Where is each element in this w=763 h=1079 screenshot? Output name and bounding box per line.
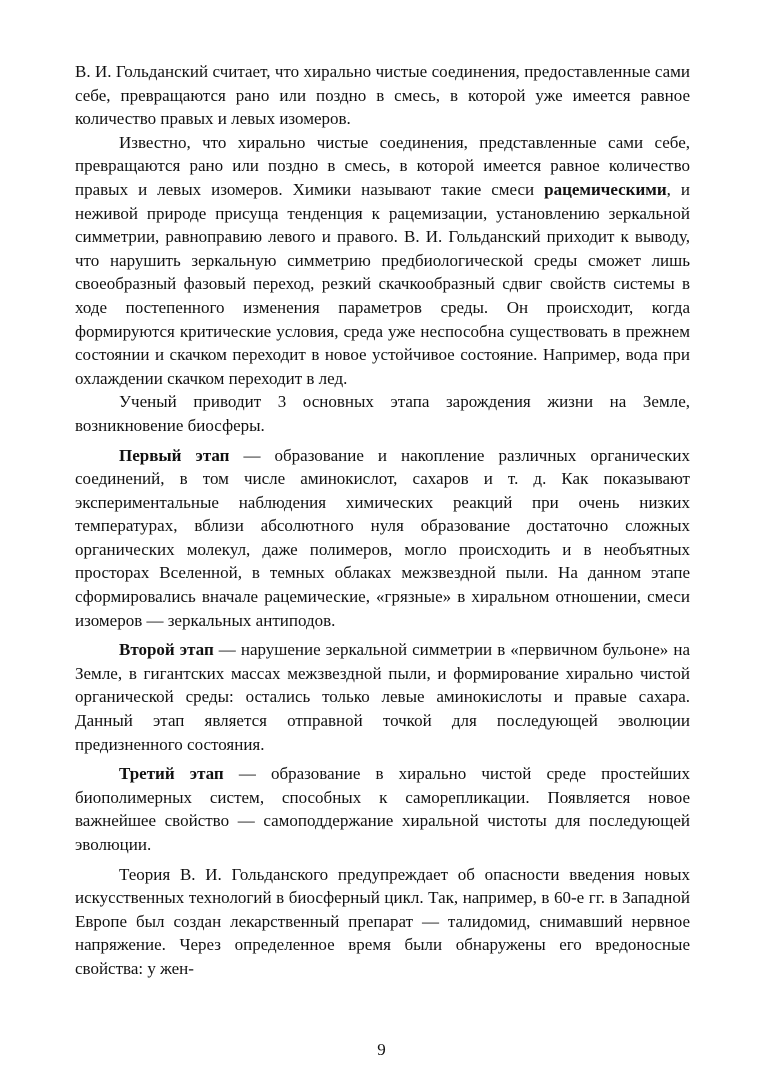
term-stage-one: Первый этап xyxy=(119,445,230,465)
paragraph-stage-one-text: — образование и накопление различных органических соединений, в том числе аминокислот, сахаров и т. д. Как показывают экспериментальные наблюдения химических реакций при очень низких температурах, вблизи абсолютного нуля образование достаточно сложных органических молекул, даже полимеров, могло происходить и в необъятных просторах Вселенной, в темных облаках межзвездной пыли. На данном этапе сформировались вначале рацемические, «грязные» в хиральном отношении, смеси изомеров — зеркальных антиподов. xyxy=(75,445,690,630)
paragraph-racemic-after: , и неживой природе присуща тенденция к рацемизации, установлению зеркальной симметрии, равноправию левого и правого. В. И. Гольданский приходит к выводу, что нарушить зеркальную симметрию предбиологической среды сможет лишь своеобразный фазовый переход, резкий скачкообразный сдвиг свойств системы в ходе постепенного изменения параметров среды. Он происходит, когда формируются критические условия, среда уже неспособна существовать в прежнем состоянии и скачком переходит в новое устойчивое состояние. Например, вода при охлаждении скачком переходит в лед. xyxy=(75,179,690,388)
page-text xyxy=(75,60,690,981)
paragraph-stage-three-text: — образование в хирально чистой среде простейших биополимерных систем, способных к саморепликации. Появляется новое важнейшее свойство — самоподдержание хиральной чистоты для последующей эволюции. xyxy=(75,764,691,854)
paragraph-stage-two xyxy=(75,638,690,756)
page-number: 9 xyxy=(377,1040,386,1059)
paragraph-stage-two-text: — нарушение зеркальной симметрии в «первичном бульоне» на Земле, в гигантских массах межзвездной пыли, и формирование хирально чистой органической среды: остались только левые аминокислоты и правые сахара. Данный этап является отправной точкой для последующей эволюции предизненного состояния. xyxy=(75,640,690,754)
paragraph-racemic-before: Известно, что хирально чистые соединения, представленные сами себе, превращаются рано или поздно в смесь, в которой имеется равное количество правых и левых изомеров. Химики называют такие смеси xyxy=(75,132,690,199)
paragraph-stage-one xyxy=(75,444,690,633)
paragraph-theory-warning: Теория В. И. Гольданского предупреждает об опасности введения новых искусственных технологий в биосферный цикл. Так, например, в 60-е гг. в Западной Европе был создан лекарственный препарат — талидомид, снимавший нервное напряжение. Через определенное время были обнаружены его вредоносные свойства: у жен- xyxy=(75,864,690,978)
paragraph-racemic xyxy=(75,131,690,391)
paragraph-stage-three xyxy=(75,762,690,856)
paragraph-stages-intro: Ученый приводит 3 основных этапа зарождения жизни на Земле, возникновение биосферы. xyxy=(75,392,690,435)
term-stage-two: Второй этап xyxy=(119,640,214,660)
term-stage-three: Третий этап xyxy=(119,764,224,784)
term-racemic: рацемическими xyxy=(544,179,667,199)
paragraph-intro: В. И. Гольданский считает, что хирально чистые соединения, предоставленные сами себе, превращаются рано или поздно в смесь, в которой уже имеется равное количество правых и левых изомеров. xyxy=(75,62,690,129)
